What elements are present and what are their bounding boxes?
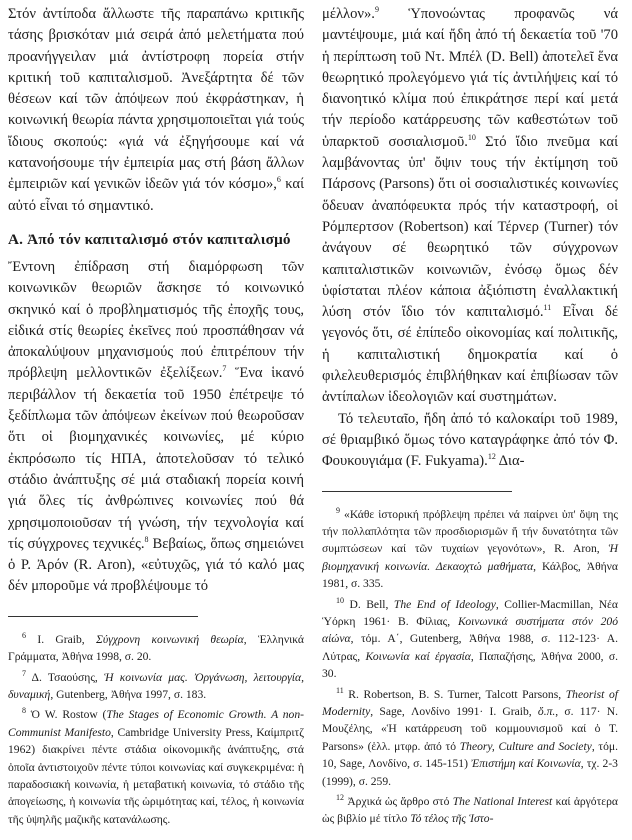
paragraph [322,4,618,409]
paragraph [8,4,304,217]
footnote-ref: 8 [144,534,149,544]
footnote [8,631,304,666]
footnote-number: 10 [336,595,344,605]
text: , Ἑλληνικά Γράμματα, Ἀθήνα 1998, σ. 20. [8,632,305,664]
footnote-ref: 12 [487,452,496,462]
text: Ἔντονη ἐπίδραση στή διαμόρφωση τῶν κοινωνικῶν θεωριῶν ἄσκησε τό κοινωνικό σκηνικό καί ὁ προβληματισμός τῆς ἐποχῆς τους, εἰδικά στίς θεωρίες ἐκεῖνες πού προσπάθησαν νά ἀποκαλύψουν μηχανισμούς πού ἐπιτρέπουν τήν πρόβλεψη μελλοντικῶν ἐξελίξεων. [8,258,304,382]
text: Στό ἴδιο πνεῦμα καί λαμβάνοντας ὑπ' ὄψιν τους τήν ἐκτίμηση τοῦ Πάρσονς (Parsons) ὅτι οἱ σοσιαλιστικές κοινωνίες ὅδευαν ἀναπόφευκτα πρός τήν καταστροφή, οἱ Ρόμπερτσον (Robertson) καί Τέρνερ (Turner) τόν ἀνάγουν σέ θεωρητικό τῶν σύγχρονων καπιταλιστικῶν κοινωνιῶν, ἐνόσῳ ὅμως δέν ὑφίσταται πλέον κάποια ἀξιόπιστη ἐναλλακτική λύση στόν ἴδιο τόν καπιταλισμό. [322,133,618,321]
footnote-number: 6 [22,630,26,640]
text: Ὑπονοώντας προφανῶς νά μαντέψουμε, μιά καί ἤδη ἀπό τή δεκαετία τοῦ '70 ἡ περίπτωση τοῦ Ντ. Μπέλ (D. Bell) ἀποτελεῖ ἕνα θεωρητικό προλεγόμενο γιά τίς ἀντιλήψεις καί τό διανοητικό κλίμα πού ἐπικράτησε περί καί μετά τήν περίοδο κατάρρευσης τῶν καθεστώτων τοῦ ὑπαρκτοῦ σοσιαλισμοῦ. [322,6,618,150]
text: , Sage, Λονδίνο 1991· I. Graib, [370,705,538,718]
text: Ὁ W. Rostow ( [30,708,107,722]
italic-title: Theorist of Modernity [322,687,618,718]
italic-title: Κοινωνικά συστήματα στόν 20ό αἰώνα [322,614,618,646]
text: Στόν ἀντίποδα ἄλλωστε τῆς παραπάνω κριτικῆς τάσης βρισκόταν μιά σειρά ἀπό μελετήματα πού προανήγγειλαν μιά ἀντίστροφη πορεία στήν κριτική τοῦ καπιταλισμοῦ. Ἀνεξάρτητα δέ τῶν θέσεων καί τῶν ἀπόψεων πού ἐκφράστηκαν, ἡ κοινωνική θεωρία πάντα χρησιμοποιεῖται γιά τούς ἴδιους σκοπούς: «γιά νά ἐξηγήσουμε καί νά κατανοήσουμε τήν ἐμπειρία μας στή βάση ἄλλων ἐμπειριῶν καί γενικῶν ἰδεῶν γιά τόν κόσμο», [8,6,304,193]
footnote-ref: 11 [543,303,552,313]
text: , Cambridge University Press, Καίμπριτζ 1962) διακρίνει πέντε στάδια οἰκονομικῆς ἀνάπτυξης, στά ὁποῖα ἀντιστοιχοῦν πέντε τύποι κοινωνίας καί συγκεκριμένα: ἡ παραδοσιακή κοινωνία, ἡ μεταβατική κοινωνία, τό στάδιο τῆς ἀπογείωσης, ἡ κοινωνία τῆς ὡριμότητας καί, τέλος, ἡ κοινωνία τῆς ὑψηλῆς μαζικῆς κατανάλωσης. [8,725,305,826]
text: Δια- [495,453,525,470]
section-heading: Α. Ἀπό τόν καπιταλισμό στόν καπιταλισμό [8,230,291,248]
footnote [8,706,304,828]
italic-title: ὅ.π. [537,705,556,718]
text: , Collier-Macmillan, Νέα Ὑόρκη 1961· Β. Φίλιας, [322,597,619,628]
footnote-separator [8,616,198,617]
text: D. Bell, [349,597,394,611]
footnote-number: 7 [22,668,26,678]
left-column [8,4,304,831]
italic-title: The Stages of Economic Growth. A non-Communist Manifesto [8,708,304,739]
footnote-ref: 9 [374,5,379,15]
paragraph [322,409,618,473]
italic-title: Theory, Culture and Society [459,739,592,753]
text: μέλλον». [322,6,375,22]
text: , Gutenberg, Ἀθήνα 1997, σ. 183. [50,687,207,701]
paragraph [8,257,304,598]
text: Δ. Τσαούσης, [31,670,105,684]
footnote-number: 9 [336,505,340,515]
text: , Κάλβος, Ἀθήνα 1981, σ. 335. [322,559,618,591]
italic-title: Σύγχρονη κοινωνική θεωρία [96,632,244,646]
footnote-number: 12 [336,793,344,803]
italic-title: Ἐπιστήμη καί Κοινωνία [471,757,581,771]
text: I. Graib, [37,632,97,646]
text: Τό τελευταῖο, ἤδη ἀπό τό καλοκαίρι τοῦ 1989, σέ θριαμβικό ὅμως τόνο καταγράφηκε ἀπό τόν Φ. Φουκουγιάμα (F. Fukyama). [322,410,618,470]
footnote-number: 11 [336,685,344,695]
footnote [8,669,304,704]
text: , τόμ. Α΄, Gutenberg, Ἀθήνα 1988, σ. 112-123· Α. Λύτρας, [322,632,618,663]
italic-title: Κοινωνία καί ἐργασία [365,649,471,663]
text: , τχ. 2-3 (1999), σ. 259. [322,757,618,788]
italic-title: Ἡ βιομηχανική κοινωνία. Δεκαοχτώ μαθήματα [322,542,618,573]
footnote [322,506,618,593]
text: R. Robertson, B. S. Turner, Talcott Parsons, [348,687,566,701]
text: «Κάθε ἱστορική πρόβλεψη πρέπει νά παίρνει ὑπ' ὄψη της τήν πολλαπλότητα τῶν προσδιορισμῶν ἤ τήν δυνατότητα τῶν συμπτώσεων καί τῶν τυχαίων γεγονότων», R. Aron, [322,507,618,556]
italic-title: Ἡ κοινωνία μας. Ὀργάνωση, λειτουργία, δυναμική [8,670,304,701]
text: , Παπαζήσης, Ἀθήνα 2000, σ. 30. [322,649,618,681]
text: Εἶναι δέ γεγονός ὅτι, σέ ἐπίπεδο οἰκονομίας καί πολιτικῆς, ἡ καπιταλιστική δημοκρατία καί ὁ φιλελευθερισμός ἐπιβλήθηκαν καί ἐπιβίωσαν τῶν ἀντίπαλων ἰδεολογιῶν καί συστημάτων. [322,304,618,406]
footnote-separator [322,491,512,492]
footnote-ref: 10 [467,132,476,142]
footnote [322,596,618,683]
footnote [322,686,618,790]
italic-title: Τό τέλος τῆς Ἱστο- [410,812,494,826]
text: καί αὐτό εἶναι τό σημαντικό. [8,176,304,214]
footnote [322,793,618,828]
italic-title: The End of Ideology [393,597,496,611]
footnote-ref: 6 [276,175,281,185]
text: καί ἀργότερα ὡς βιβλίο μέ τίτλο [322,795,618,826]
text: , σ. 117· Ν. Μουζέλης, «Ἡ κατάρρευση τοῦ κομμουνισμοῦ καί ὁ T. Parsons» (ἑλλ. μτφρ. ἀπό τό [322,705,618,753]
text: Ἀρχικά ὡς ἄρθρο στό [347,795,453,809]
text: Ἕνα ἱκανό περιβάλλον τή δεκαετία τοῦ 1950 ἐπέτρεψε τό ξεδίπλωμα τῶν ἀπόψεων ἐκείνων πού θεωροῦσαν ὅτι οἱ βιομηχανικές κοινωνίες, μέ κύριο ἐκπρόσωπο τίς ΗΠΑ, ἀποτελοῦσαν τό τελικό στάδιο ἀνάπτυξης σέ μιά σταδιακή πορεία κοινή γιά ὅλες τίς ἀνθρώπινες κοινωνίες πού θά χρησιμοποιοῦσαν τή γνώση, τήν τεχνολογία καί τίς σύγχρονες τεχνικές. [8,365,304,552]
footnote-number: 8 [22,706,26,716]
text: , τόμ. 10, Sage, Λονδίνο, σ. 145-151) [322,739,618,771]
footnote-ref: 7 [222,364,227,374]
italic-title: The National Interest [452,795,553,809]
text: Βεβαίως, ὅπως σημειώνει ὁ Ρ. Ἀρόν (R. Aron), «εὐτυχῶς, γιά τό καλό μας δέν μποροῦμε νά προβλέψουμε τό [8,535,304,595]
right-column [322,4,618,831]
